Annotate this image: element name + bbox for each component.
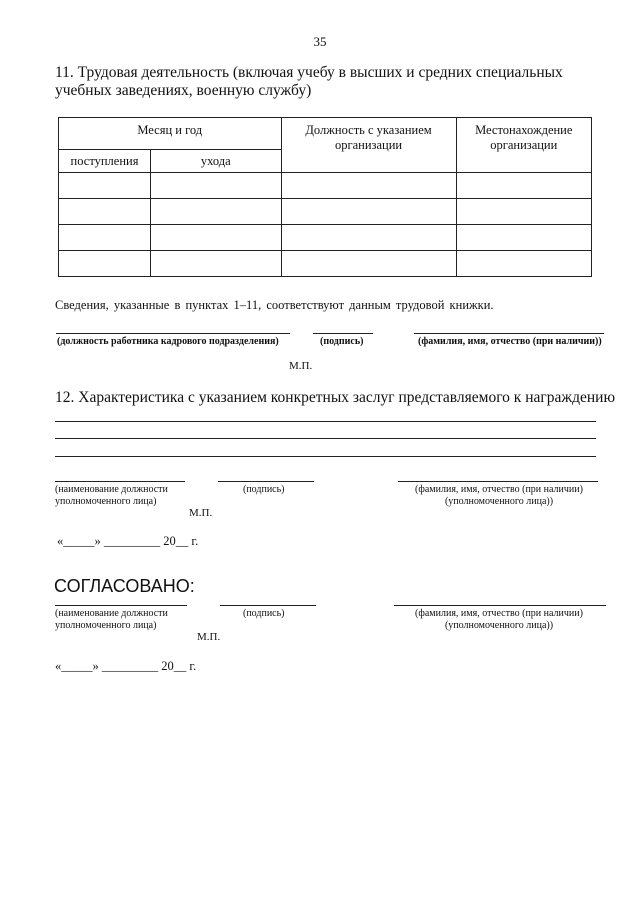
table-row	[59, 199, 592, 225]
section-11-title: 11. Трудовая деятельность (включая учебу в высших и средних специальных учебных заведениях, военную службу)	[55, 64, 563, 99]
header-position-text: Должность с указанием организации	[305, 123, 432, 152]
agreed-date-field[interactable]: «_____» _________ 20__ г.	[55, 659, 197, 673]
table-cell[interactable]	[456, 173, 591, 199]
header-location	[456, 118, 591, 173]
position-caption: (наименование должности уполномоченного лица)	[55, 484, 168, 507]
agreed-heading: СОГЛАСОВАНО:	[54, 576, 195, 596]
table-cell[interactable]	[59, 251, 151, 277]
table-cell[interactable]	[59, 173, 151, 199]
header-position	[281, 118, 456, 173]
hr-signature-caption: (подпись)	[320, 336, 364, 347]
name-line[interactable]	[398, 481, 598, 482]
table-row	[59, 225, 592, 251]
header-month-year: Месяц и год	[59, 118, 282, 150]
characteristic-line-2[interactable]	[55, 438, 596, 439]
agreed-name-caption: (фамилия, имя, отчество (при наличии) (уполномоченного лица))	[415, 608, 583, 631]
header-start: поступления	[59, 150, 151, 173]
signature-line[interactable]	[218, 481, 314, 482]
agreed-position-line[interactable]	[55, 605, 187, 606]
hr-name-line[interactable]	[414, 333, 604, 334]
table-cell[interactable]	[151, 173, 282, 199]
table-row	[59, 251, 592, 277]
agreed-signature-caption: (подпись)	[243, 608, 285, 619]
section-12-title: 12. Характеристика с указанием конкретных заслуг представляемого к награждению	[55, 389, 616, 406]
signature-caption: (подпись)	[243, 484, 285, 495]
table-cell[interactable]	[456, 251, 591, 277]
hr-name-caption: (фамилия, имя, отчество (при наличии))	[418, 336, 602, 347]
table-cell[interactable]	[281, 225, 456, 251]
name-caption: (фамилия, имя, отчество (при наличии) (уполномоченного лица))	[415, 484, 583, 507]
table-cell[interactable]	[151, 251, 282, 277]
stamp-placeholder: М.П.	[189, 507, 213, 519]
characteristic-line-3[interactable]	[55, 456, 596, 457]
agreed-position-caption: (наименование должности уполномоченного лица)	[55, 608, 168, 631]
table-cell[interactable]	[456, 199, 591, 225]
hr-position-line[interactable]	[56, 333, 290, 334]
table-cell[interactable]	[281, 251, 456, 277]
table-cell[interactable]	[281, 199, 456, 225]
table-cell[interactable]	[59, 199, 151, 225]
table-cell[interactable]	[456, 225, 591, 251]
page-number: 35	[313, 34, 327, 49]
agreed-signature-line[interactable]	[220, 605, 316, 606]
header-end: ухода	[151, 150, 282, 173]
stamp-placeholder: М.П.	[197, 631, 221, 643]
table-cell[interactable]	[59, 225, 151, 251]
table-header-row	[59, 118, 592, 150]
table-cell[interactable]	[151, 225, 282, 251]
stamp-placeholder: М.П.	[289, 360, 313, 372]
work-history-table	[58, 117, 592, 277]
hr-position-caption: (должность работника кадрового подразделения)	[57, 336, 279, 347]
table-cell[interactable]	[151, 199, 282, 225]
hr-signature-line[interactable]	[313, 333, 373, 334]
position-line[interactable]	[55, 481, 185, 482]
table-cell[interactable]	[281, 173, 456, 199]
agreed-name-line[interactable]	[394, 605, 606, 606]
header-location-text: Местонахождение организации	[475, 123, 573, 152]
info-statement: Сведения, указанные в пунктах 1–11, соответствуют данным трудовой книжки.	[55, 298, 494, 312]
characteristic-line-1[interactable]	[55, 421, 596, 422]
date-field[interactable]: «_____» _________ 20__ г.	[57, 534, 199, 548]
table-row	[59, 173, 592, 199]
